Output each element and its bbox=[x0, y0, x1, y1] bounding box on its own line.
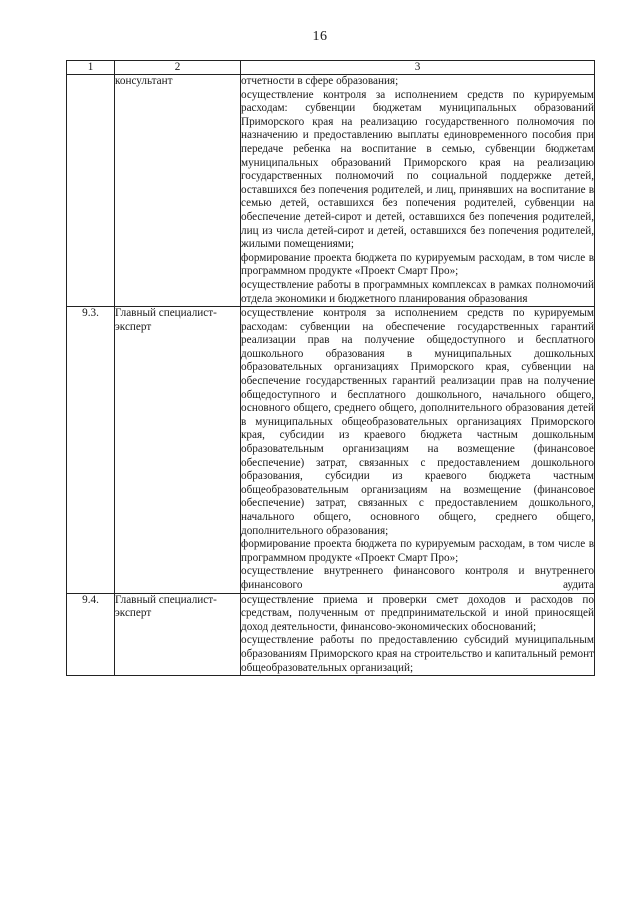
column-header-3: 3 bbox=[241, 61, 595, 75]
duties-cell bbox=[241, 593, 595, 676]
position-title: Главный специалист-эксперт bbox=[115, 307, 241, 593]
staff-duties-table bbox=[66, 60, 595, 676]
table-row bbox=[67, 593, 595, 676]
table-header-row bbox=[67, 61, 595, 75]
duties-cell bbox=[241, 75, 595, 307]
page-number: 16 bbox=[312, 29, 328, 44]
duty-paragraph: осуществление внутреннего финансового контроля и внутреннего финансового аудита bbox=[241, 565, 594, 591]
duties-cell bbox=[241, 307, 595, 593]
table-row bbox=[67, 75, 595, 307]
row-number: 9.3. bbox=[67, 307, 115, 593]
position-title: консультант bbox=[115, 75, 241, 307]
row-number: 9.4. bbox=[67, 593, 115, 676]
duty-paragraph: осуществление контроля за исполнением средств по курируемым расходам: субвенции на обеспечение государственных гарантий реализации прав на получение общедоступного и бесплатного дошкольного образования в муниципальных дошкольных образовательных организациях Приморского края, субвенции на обеспечение государственных гарантий реализации прав на получение общедоступного и бесплатного дошкольного, начального общего, основного общего, среднего общего, дополнительного образования детей в муниципальных общеобразовательных организациях Приморского края, субсидии из краевого бюджета частным дошкольным образовательным организациям на возмещение (финансовое обеспечение) затрат, связанных с предоставлением дошкольного образования, субсидии из краевого бюджета частным общеобразовательным организациям на возмещение (финансовое обеспечение) затрат, связанных с предоставлением дошкольного, начального общего, основного общего, среднего общего, дополнительного образования; bbox=[241, 307, 594, 537]
duty-paragraph: формирование проекта бюджета по курируемым расходам, в том числе в программном продукте «Проект Смарт Про»; bbox=[241, 251, 594, 278]
duty-paragraph: осуществление контроля за исполнением средств по курируемым расходам: субвенции бюджетам муниципальных образований Приморского края на реализацию государственного полномочия по назначению и предоставлению выплаты единовременного пособия при передаче ребенка на воспитание в семью, субвенции бюджетам муниципальных образований Приморского края на реализацию государственных полномочий по социальной поддержке детей, оставшихся без попечения родителей, и лиц, принявших на воспитание в семью детей, оставшихся без попечения родителей, субвенции на обеспечение детей-сирот и детей, оставшихся без попечения родителей, лиц из числа детей-сирот и детей, оставшихся без попечения родителей, жилыми помещениями; bbox=[241, 88, 594, 251]
duty-paragraph: осуществление работы в программных комплексах в рамках полномочий отдела экономики и бюджетного планирования образования bbox=[241, 278, 594, 305]
duty-paragraph: отчетности в сфере образования; bbox=[241, 75, 399, 87]
duty-paragraph: формирование проекта бюджета по курируемым расходам, в том числе в программном продукте «Проект Смарт Про»; bbox=[241, 538, 594, 564]
column-header-1: 1 bbox=[67, 61, 115, 75]
position-title: Главный специалист-эксперт bbox=[115, 593, 241, 676]
column-header-2: 2 bbox=[115, 61, 241, 75]
row-number bbox=[67, 75, 115, 307]
duty-paragraph: осуществление работы по предоставлению субсидий муниципальным образованиям Приморского края на строительство и капитальный ремонт общеобразовательных организаций; bbox=[241, 634, 594, 674]
table-row bbox=[67, 307, 595, 593]
duty-paragraph: осуществление приема и проверки смет доходов и расходов по средствам, полученным от предпринимательской и иной приносящей доход деятельности, финансово-экономических обоснований; bbox=[241, 593, 594, 633]
